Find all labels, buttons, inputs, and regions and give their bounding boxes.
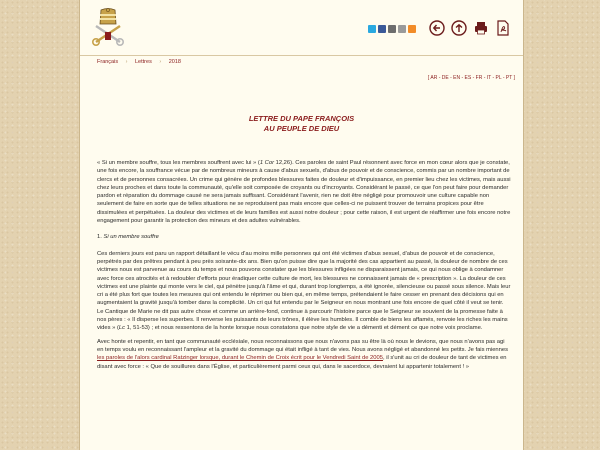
title-line-1: LETTRE DU PAPE FRANÇOIS [248, 114, 355, 123]
up-arrow-icon[interactable] [451, 20, 467, 36]
breadcrumb-separator: › [159, 59, 162, 65]
paragraph-3-text-a: Avec honte et repentir, en tant que communauté ecclésiale, nous reconnaissons que nous n'avons pas su être là où nous le devions, que nous n'avons pas agi en temps voulu en reconnaissant l'ampleur et la gravité du dommage qui était infligé à tant de vies. Nous avons négligé et abandonné les petits. Je fais miennes [97, 338, 509, 353]
bible-reference: 1 Cor [259, 160, 275, 166]
pdf-icon[interactable] [495, 20, 511, 36]
breadcrumb-separator: › [125, 59, 128, 65]
page-container [79, 0, 524, 450]
title-line-2: AU PEUPLE DE DIEU [263, 124, 340, 133]
google-plus-icon[interactable] [388, 25, 396, 33]
email-icon[interactable] [398, 25, 406, 33]
page-toolbar [429, 20, 511, 36]
paragraph-2-text-b: 1, 51-53) ; et nous ressentons de la honte lorsque nous constatons que notre style de vie a démenti et dément ce que notre voix proclame. [125, 325, 483, 332]
paragraph-1-text-b: 12,26). Ces paroles de saint Paul résonnent avec force en mon cœur alors que je constate, une fois encore, la souffrance vécue par de nombreux mineurs à cause d'abus sexuels, d'abus de pouvoir et de conscience, commis par un nombre important de clercs et de personnes consacrées. Un crime qui génère de profondes blessures faites de douleur et d'impuissance, en premier lieu chez les victimes, mais aussi chez leurs proches et dans toute la communauté, qu'elle soit composée de croyants ou d'incroyants. Considérant le passé, ce que l'on peut faire pour demander pardon et réparation du dommage causé ne sera jamais suffisant. Considérant l'avenir, rien ne doit être négligé pour promouvoir une culture capable non seulement de faire en sorte que de telles situations ne se reproduisent pas mais encore que celles-ci ne puissent trouver de terrains propices pour être dissimulées et perpétuées. La douleur des victimes et de leurs familles est aussi notre douleur ; pour cette raison, il est urgent de réaffirmer une fois encore notre engagement pour garantir la protection des mineurs et des adultes vulnérables. [97, 160, 511, 225]
social-share-icons [368, 25, 416, 33]
letter-body [97, 159, 511, 376]
site-header [80, 0, 523, 56]
print-icon[interactable] [473, 20, 489, 36]
ratzinger-via-crucis-link[interactable]: les paroles de l'alors cardinal Ratzinger lorsque, durant le Chemin de Croix écrit pour le Vendredi Saint de 2005 [97, 355, 383, 362]
paragraph-2-text-a: Ces derniers jours est paru un rapport détaillant le vécu d'au moins mille personnes qui ont été victimes d'abus sexuel, d'abus de pouvoir et de conscience, perpétrés par des prêtres pendant à peu près soixante-dix ans. Bien qu'on puisse dire que la majorité des cas appartient au passé, la douleur de nombre de ces victimes nous est parvenue au cours du temps et nous pouvons constater que les blessures infligées ne disparaissent jamais, ce qui nous oblige à condamner avec force ces atrocités et à redoubler d'efforts pour éradiquer cette culture de mort, les blessures ne connaissent jamais de « prescription ». La douleur de ces victimes est une plainte qui monte vers le ciel, qui pénètre jusqu'à l'âme et qui, durant trop longtemps, a été ignorée, silencieuse ou passé sous silence. Mais leur cri a été plus fort que toutes les mesures qui ont entendu le réprimer ou bien qui, en même temps, prétendaient le faire cesser en prenant des décisions qui en augmentaient la gravité jusqu'à tomber dans la complicité. Un cri qui fut entendu par le Seigneur en nous montrant une fois encore de quel côté il veut se tenir. Le Cantique de Marie ne dit pas autre chose et comme un arrière-fond, continue à parcourir l'histoire parce que le Seigneur se souvient de la promesse faite à nos pères : « Il disperse les superbes. Il renverse les puissants de leurs trônes, il élève les humbles. Il comble de biens les affamés, renvoie les riches les mains vides » ( [97, 250, 511, 332]
vatican-coat-of-arms-logo[interactable] [90, 8, 126, 48]
page-title [80, 114, 523, 134]
paragraph-1 [97, 159, 511, 225]
paragraph-1-text-a: « Si un membre souffre, tous les membres souffrent avec lui » ( [97, 160, 260, 166]
bible-reference: Lc [118, 325, 126, 332]
breadcrumb-item-year[interactable]: 2018 [168, 59, 181, 65]
rss-icon[interactable] [408, 25, 416, 33]
section-heading-1 [97, 233, 511, 241]
paragraph-3-text-b: , il s'unit au cri de douleur de tant de victimes en disant avec force : « Que de souillures dans l'Église, et particulièrement parmi ceux qui, dans le sacerdoce, devraient lui appartenir totalement ! » [97, 355, 507, 370]
back-arrow-icon[interactable] [429, 20, 445, 36]
paragraph-3 [97, 338, 511, 371]
paragraph-2 [97, 250, 511, 333]
breadcrumb [97, 59, 181, 65]
language-selector[interactable]: [ AR - DE - EN - ES - FR - IT - PL - PT ] [427, 75, 515, 81]
twitter-icon[interactable] [368, 25, 376, 33]
section-title: Si un membre souffre [103, 234, 159, 241]
section-number: 1. [97, 234, 104, 241]
breadcrumb-item-francais[interactable]: Français [97, 59, 119, 65]
breadcrumb-item-lettres[interactable]: Lettres [135, 59, 152, 65]
facebook-icon[interactable] [378, 25, 386, 33]
